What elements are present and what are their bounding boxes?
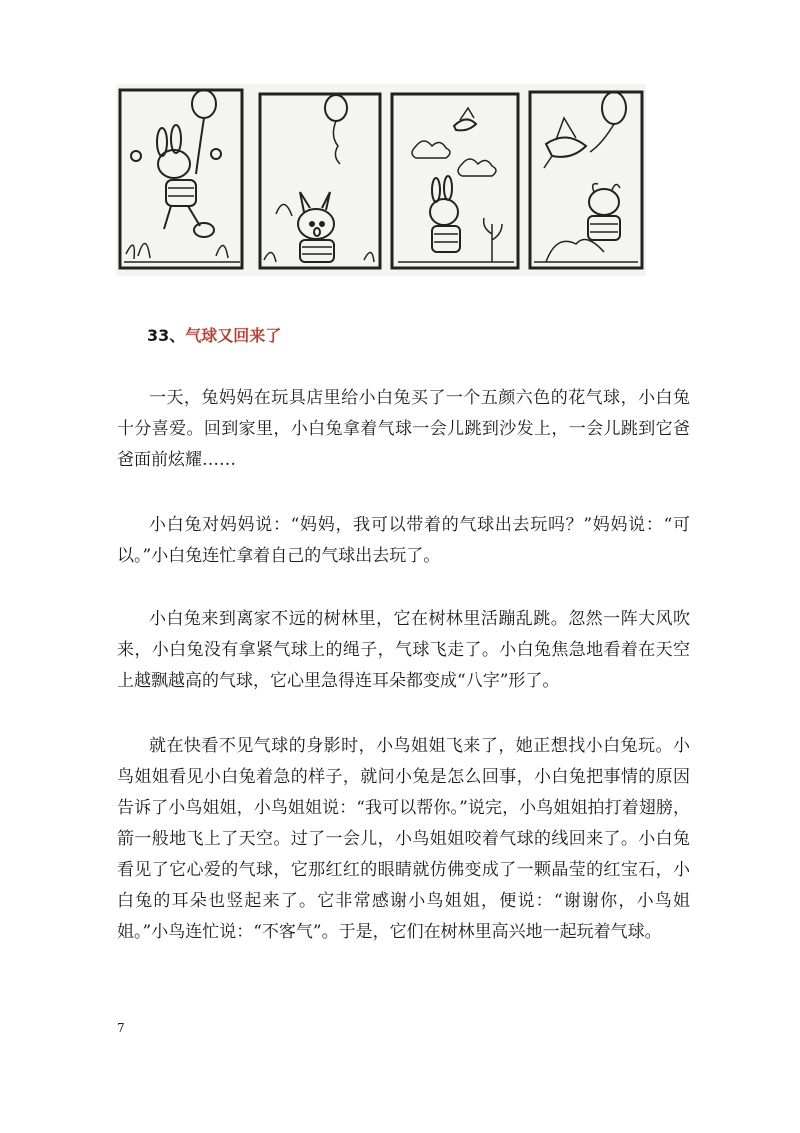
paragraph-4: 就在快看不见气球的身影时，小鸟姐姐飞来了，她正想找小白兔玩。小鸟姐姐看见小白兔着急的样子，就问小兔是怎么回事，小白兔把事情的原因告诉了小鸟姐姐，小鸟姐姐说：“我可以帮你。”说完，小鸟姐姐拍打着翅膀，箭一般地飞上了天空。过了一会儿，小鸟姐姐咬着气球的线回来了。小白兔看见了它心爱的气球，它那红红的眼睛就仿佛变成了一颗晶莹的红宝石，小白兔的耳朵也竖起来了。它非常感谢小鸟姐姐，便说：“谢谢你，小鸟姐姐。”小鸟连忙说：“不客气”。于是，它们在树林里高兴地一起玩着气球。 — [117, 736, 690, 942]
comic-panel-1-icon — [120, 90, 242, 268]
story-number: 33、 — [147, 326, 186, 345]
story-title-text: 气球又回来了 — [185, 326, 282, 345]
comic-panel-4-icon — [530, 92, 642, 268]
page-number: 7 — [117, 1021, 125, 1035]
story-title — [147, 324, 281, 348]
comic-panel-2-icon — [260, 94, 380, 268]
paragraph-3: 小白兔来到离家不远的树林里，它在树林里活蹦乱跳。忽然一阵大风吹来，小白兔没有拿紧气球上的绳子，气球飞走了。小白兔焦急地看着在天空上越飘越高的气球，它心里急得连耳朵都变成“八字”形了。 — [117, 609, 690, 691]
comic-strip-illustration — [116, 84, 646, 276]
paragraph-1: 一天，兔妈妈在玩具店里给小白兔买了一个五颜六色的花气球，小白兔十分喜爱。回到家里，小白兔拿着气球一会儿跳到沙发上，一会儿跳到它爸爸面前炫耀…… — [117, 388, 690, 470]
comic-panel-3-icon — [392, 94, 518, 268]
paragraph-2: 小白兔对妈妈说：“妈妈，我可以带着的气球出去玩吗？”妈妈说：“可以。”小白兔连忙拿着自己的气球出去玩了。 — [117, 515, 690, 566]
